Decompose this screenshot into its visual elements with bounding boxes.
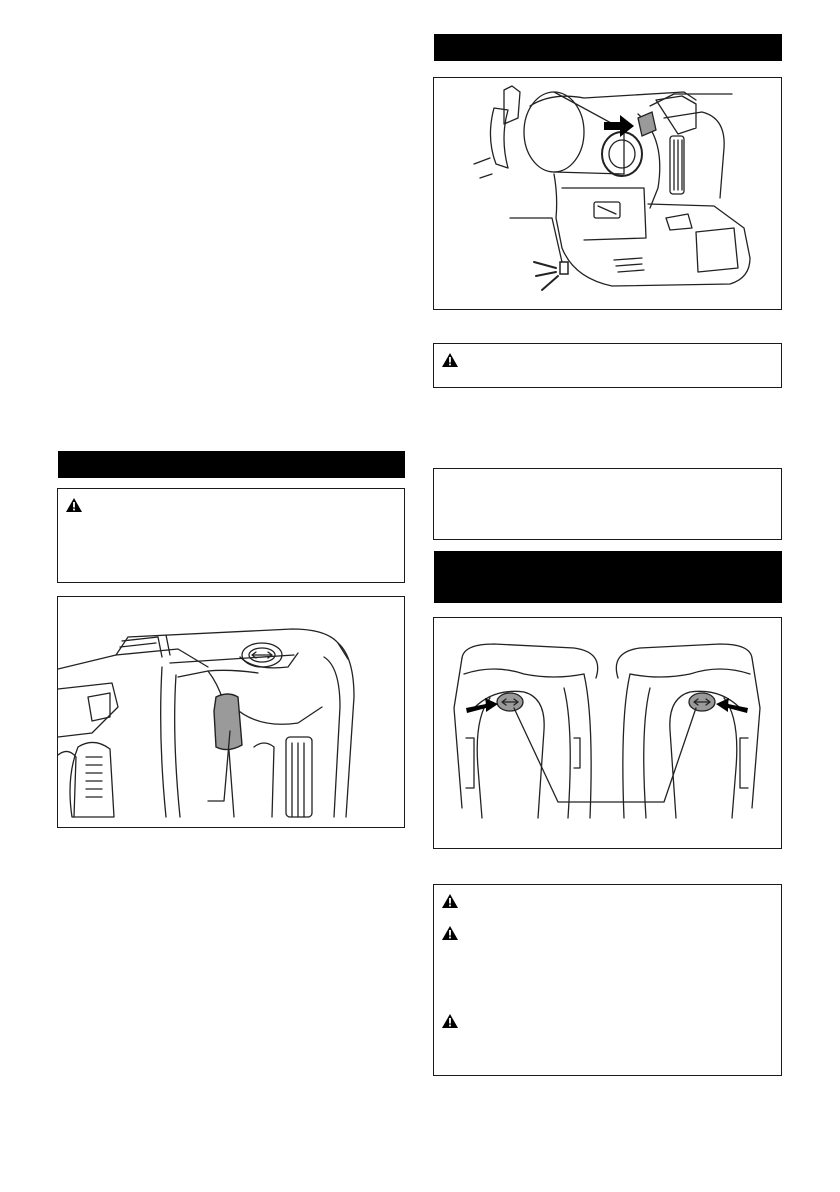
trigger-switch-highlight <box>214 694 242 750</box>
caution-box-right-1 <box>433 343 782 388</box>
section-header-bar-top <box>434 34 782 61</box>
drill-front-illustration <box>434 78 780 308</box>
arrow-left-icon <box>716 698 748 713</box>
lamp-light-rays <box>534 262 558 290</box>
trigger-closeup-illustration <box>58 597 403 826</box>
warning-triangle-icon <box>442 353 458 367</box>
callout-line-trigger <box>650 94 732 106</box>
callout-line-reversing-switch <box>514 708 696 802</box>
section-header-bar-left <box>58 451 405 478</box>
caution-box-right-2 <box>433 884 782 1076</box>
callout-line-lamp <box>510 218 562 262</box>
figure-reversing-switch <box>433 617 782 849</box>
section-header-bar-reversing-switch <box>434 551 782 603</box>
figure-drill-front-view <box>433 77 782 310</box>
job-lamp <box>560 262 568 274</box>
section-header-label <box>434 34 782 44</box>
section-header-label <box>434 551 782 567</box>
warning-triangle-icon <box>442 1014 458 1028</box>
reversing-switch-illustration <box>434 618 780 847</box>
figure-trigger-closeup <box>57 596 405 828</box>
warning-triangle-icon <box>442 926 458 940</box>
warning-triangle-icon <box>442 894 458 908</box>
caution-box-left <box>57 488 405 583</box>
section-header-label <box>58 451 405 461</box>
arrow-right-icon <box>466 698 498 713</box>
note-box-right <box>433 468 782 540</box>
warning-triangle-icon <box>66 498 82 512</box>
